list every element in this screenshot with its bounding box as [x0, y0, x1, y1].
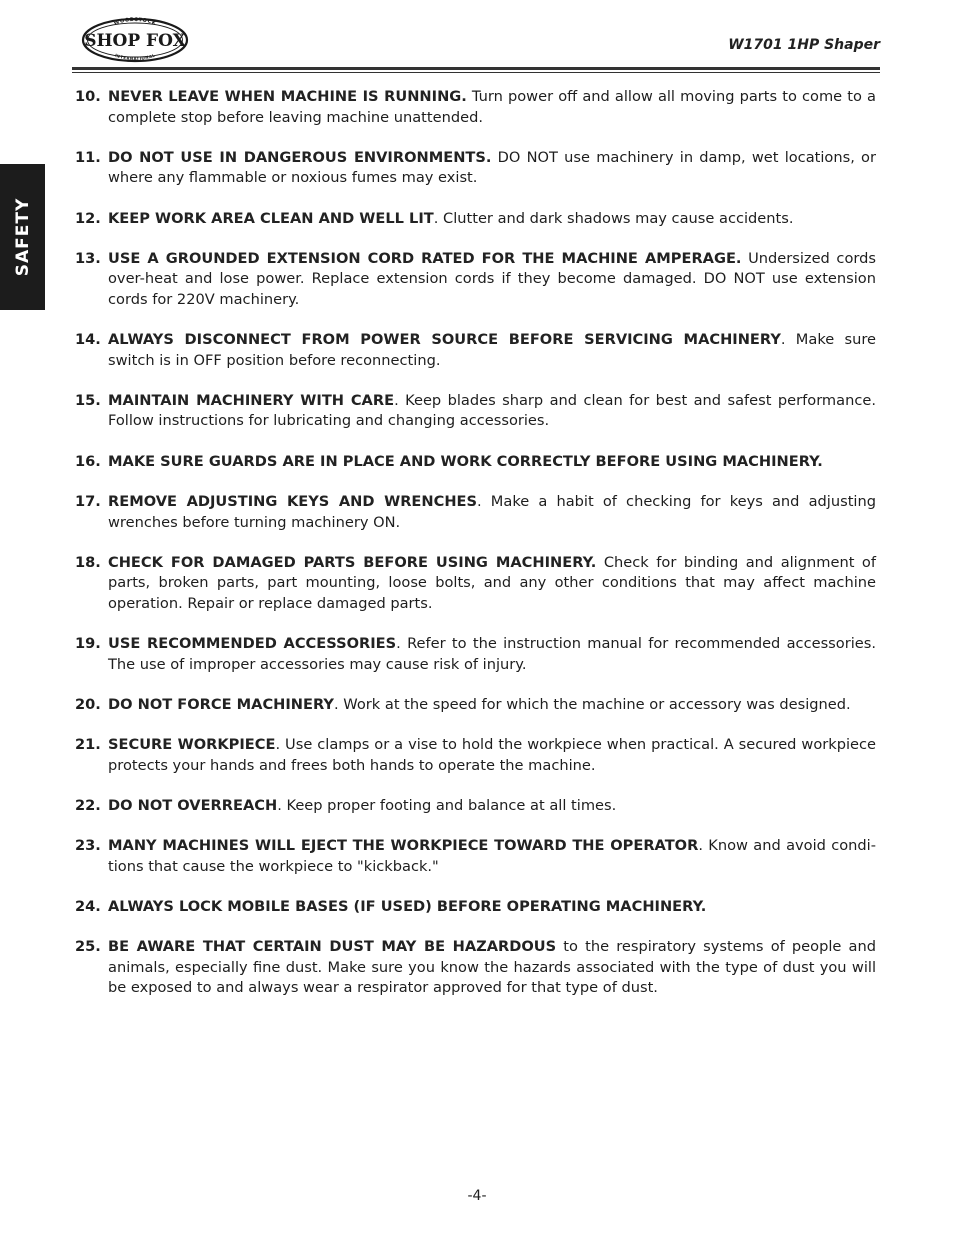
item-heading: USE A GROUNDED EXTENSION CORD RATED FOR THE MACHINE AMPERAGE. — [108, 249, 742, 267]
section-tab — [0, 164, 45, 310]
item-number: 18. — [75, 553, 101, 571]
item-heading: MANY MACHINES WILL EJECT THE WORKPIECE TOWARD THE OPERATOR — [108, 837, 699, 855]
list-item — [75, 249, 876, 311]
item-number: 25. — [75, 938, 101, 956]
list-item — [75, 836, 876, 877]
item-heading: KEEP WORK AREA CLEAN AND WELL LIT — [108, 209, 434, 227]
item-text: . Know and avoid condi-tions that cause the workpiece to "kickback." — [108, 837, 876, 875]
logo-arc-top: WOODSTOCK — [113, 16, 157, 27]
list-item — [75, 492, 876, 533]
section-tab-label: SAFETY — [12, 197, 33, 277]
item-heading: MAKE SURE GUARDS ARE IN PLACE AND WORK CORRECTLY BEFORE USING MACHINERY. — [108, 452, 823, 470]
list-item — [75, 937, 876, 999]
item-number: 14. — [75, 331, 101, 349]
manual-title: W1701 1HP Shaper — [728, 37, 880, 53]
shop-fox-logo — [80, 16, 190, 64]
item-text: . Make a habit of checking for keys and adjusting wrenches before turning machinery ON. — [108, 493, 876, 531]
item-heading: DO NOT FORCE MACHINERY — [108, 695, 334, 713]
list-item — [75, 634, 876, 675]
item-number: 12. — [75, 209, 101, 227]
item-heading: MAINTAIN MACHINERY WITH CARE — [108, 391, 395, 409]
item-heading: REMOVE ADJUSTING KEYS AND WRENCHES — [108, 493, 478, 511]
item-text: . Use clamps or a vise to hold the workpiece when practical. A secured workpiece protects your hands and frees both hands to operate the machine. — [108, 736, 877, 774]
item-text: Undersized cords over-heat and lose power. Replace extension cords if they become damaged. DO NOT use extension cords for 220V machinery. — [108, 249, 876, 308]
item-text: . Work at the speed for which the machine or accessory was designed. — [334, 695, 851, 713]
item-text: . Refer to the instruction manual for recommended accessories. The use of improper accessories may cause risk of injury. — [108, 635, 876, 673]
item-number: 23. — [75, 837, 101, 855]
item-text: Check for binding and alignment of parts, broken parts, part mounting, loose bolts, and any other conditions that may affect machine operation. Repair or replace damaged parts. — [108, 553, 876, 612]
logo-arc-bottom: INTERNATIONAL — [114, 52, 156, 62]
item-number: 21. — [75, 736, 101, 754]
item-heading: SECURE WORKPIECE — [108, 736, 276, 754]
item-number: 11. — [75, 148, 101, 166]
item-text: . Clutter and dark shadows may cause accidents. — [433, 209, 794, 227]
list-item — [75, 87, 876, 128]
header-rule-thin — [72, 72, 880, 73]
item-heading: DO NOT USE IN DANGEROUS ENVIRONMENTS. — [108, 148, 492, 166]
item-heading: DO NOT OVERREACH — [108, 797, 278, 815]
item-heading: ALWAYS LOCK MOBILE BASES (IF USED) BEFORE OPERATING MACHINERY. — [108, 898, 707, 916]
list-item — [75, 897, 876, 918]
list-item — [75, 553, 876, 615]
page-number: -4- — [467, 1188, 487, 1204]
item-text: . Make sure switch is in OFF position before reconnecting. — [108, 331, 876, 369]
logo-text: SHOP FOX — [84, 31, 186, 51]
list-item — [75, 452, 876, 473]
item-text: to the respiratory systems of people and animals, especially fine dust. Make sure you know the hazards associated with the type of dust you will be exposed to and always wear a respirator approved for that type of dust. — [108, 938, 876, 997]
item-text: DO NOT use machinery in damp, wet locations, or where any flammable or noxious fumes may exist. — [108, 148, 876, 187]
item-number: 20. — [75, 695, 101, 713]
item-text: Turn power off and allow all moving parts to come to a complete stop before leaving machine unattended. — [108, 88, 876, 126]
list-item — [75, 148, 876, 189]
header-rule-thick — [72, 67, 880, 70]
list-item — [75, 391, 876, 432]
safety-rules-list — [75, 87, 876, 1019]
item-number: 19. — [75, 635, 101, 653]
item-number: 15. — [75, 391, 101, 409]
item-number: 17. — [75, 493, 101, 511]
list-item — [75, 796, 876, 817]
item-text: . Keep proper footing and balance at all times. — [277, 797, 617, 815]
list-item — [75, 695, 876, 716]
item-heading: CHECK FOR DAMAGED PARTS BEFORE USING MACHINERY. — [108, 553, 597, 571]
item-number: 22. — [75, 797, 101, 815]
item-heading: BE AWARE THAT CERTAIN DUST MAY BE HAZARDOUS — [108, 938, 557, 956]
item-text: . Keep blades sharp and clean for best and safest performance. Follow instructions for lubricating and changing accessories. — [108, 391, 876, 430]
item-heading: USE RECOMMENDED ACCESSORIES — [108, 635, 397, 653]
item-number: 10. — [75, 88, 101, 105]
item-number: 16. — [75, 452, 101, 470]
item-number: 13. — [75, 249, 101, 267]
list-item — [75, 209, 876, 230]
item-heading: ALWAYS DISCONNECT FROM POWER SOURCE BEFORE SERVICING MACHINERY — [108, 331, 781, 349]
item-number: 24. — [75, 898, 101, 916]
list-item — [75, 330, 876, 371]
list-item — [75, 735, 876, 776]
item-heading: NEVER LEAVE WHEN MACHINE IS RUNNING. — [108, 88, 467, 105]
